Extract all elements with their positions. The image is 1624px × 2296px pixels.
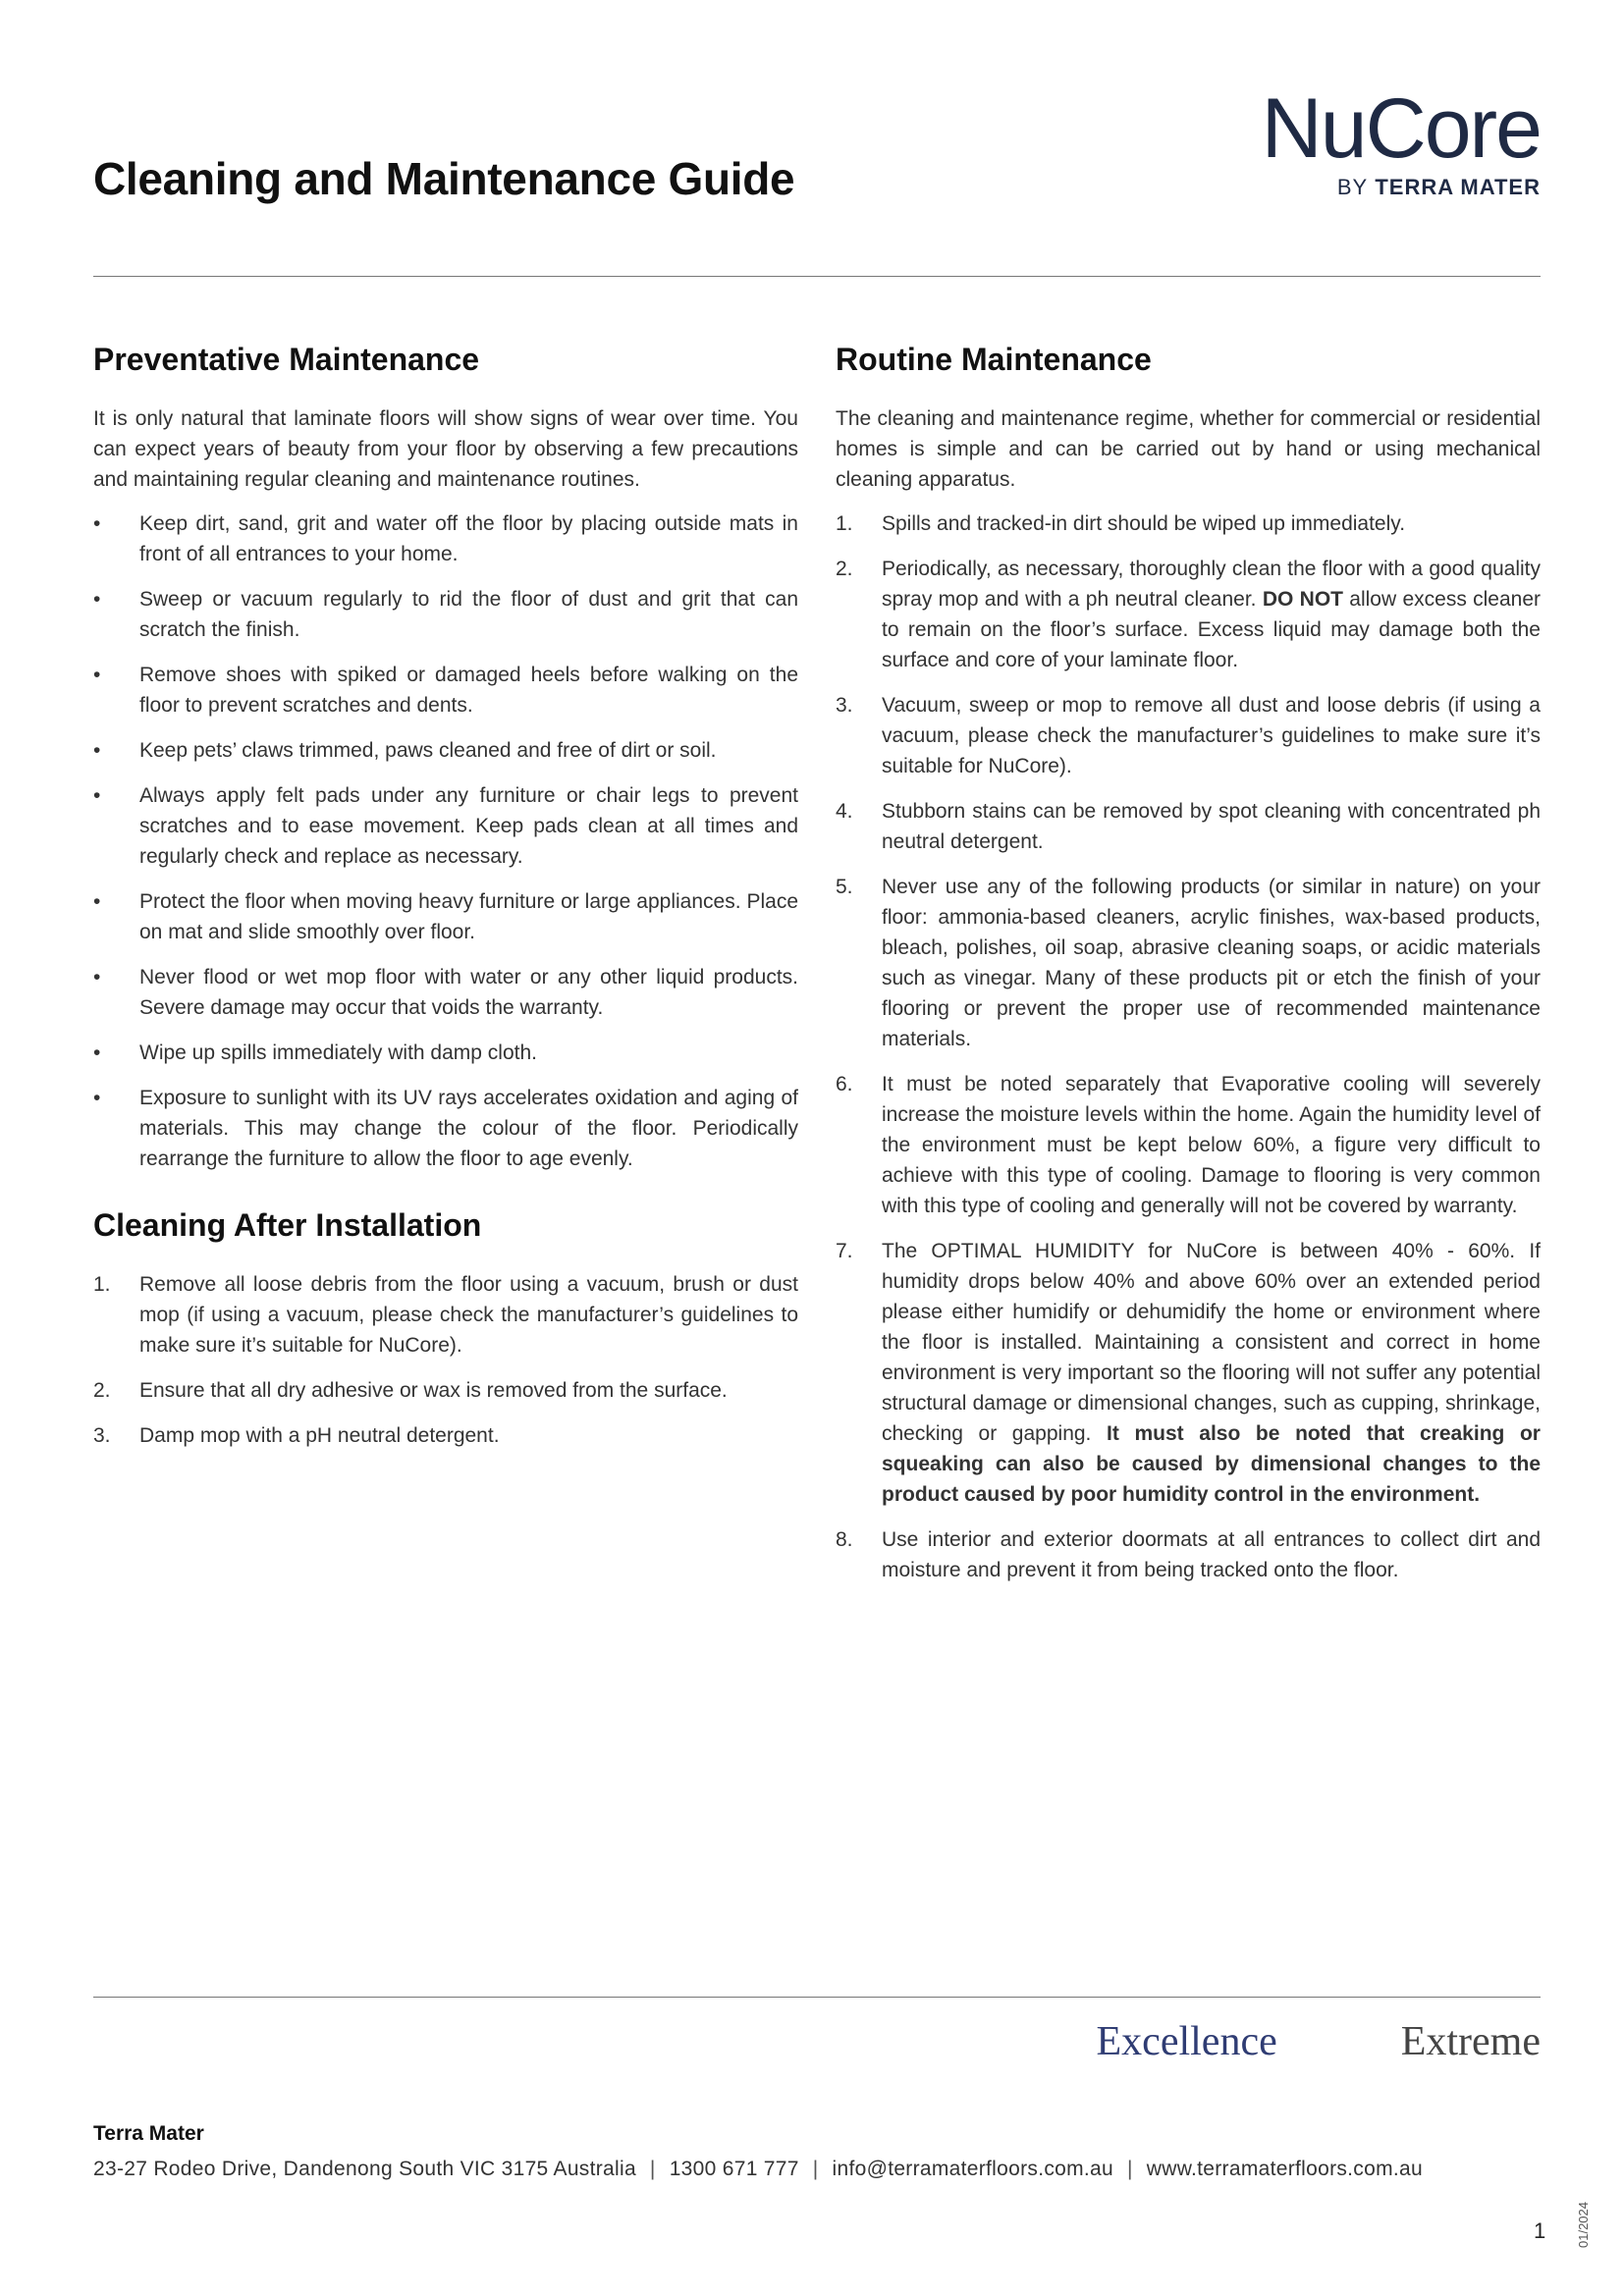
preventative-list <box>93 508 798 1174</box>
list-item-text: Spills and tracked-in dirt should be wiped up immediately. <box>882 512 1406 535</box>
document-version: 01/2024 <box>1576 2202 1591 2248</box>
bullet-mark: • <box>93 966 101 988</box>
logo-by: BY <box>1336 175 1369 199</box>
list-item <box>93 1375 798 1406</box>
footer-company: Terra Mater <box>93 2122 204 2145</box>
list-number: 7. <box>836 1240 853 1262</box>
bullet-mark: • <box>93 588 101 611</box>
list-item <box>836 1069 1541 1221</box>
footer-separator: | <box>1127 2158 1133 2180</box>
list-item-emphasis: It must also be noted that creaking or squeaking can also be caused by dimensional changes to the product caused by poor humidity control in the environment. <box>882 1422 1541 1506</box>
list-item-text: Vacuum, sweep or mop to remove all dust and loose debris (if using a vacuum, please check the manufacturer’s guidelines to make sure it’s suitable for NuCore). <box>882 694 1541 777</box>
list-item <box>836 872 1541 1054</box>
list-item <box>93 1420 798 1451</box>
footer-email: info@terramaterfloors.com.au <box>832 2158 1114 2180</box>
list-number: 6. <box>836 1073 853 1095</box>
logo-byline <box>1262 175 1541 200</box>
list-number: 8. <box>836 1528 853 1551</box>
list-item <box>836 1524 1541 1585</box>
bullet-mark: • <box>93 784 101 807</box>
list-item <box>836 690 1541 781</box>
list-item <box>93 660 798 721</box>
right-column <box>836 342 1541 1600</box>
list-item <box>93 1269 798 1361</box>
list-number: 1. <box>93 1273 111 1296</box>
logo-name: NuCore <box>1261 81 1541 176</box>
list-item-text: Stubborn stains can be removed by spot cleaning with concentrated ph neutral detergent. <box>882 800 1541 853</box>
list-item-text: Never use any of the following products (or similar in nature) on your floor: ammonia-based cleaners, acrylic finishes, wax-based products, bleach, polishes, oil soap, abrasive cleaning soaps, or acidic materials such as vinegar. Many of these products pit or etch the finish of your flooring or prevent the proper use of recommended maintenance materials. <box>882 876 1541 1050</box>
bullet-mark: • <box>93 1087 101 1109</box>
list-item <box>836 554 1541 675</box>
list-number: 3. <box>93 1424 111 1447</box>
list-item-text: Ensure that all dry adhesive or wax is removed from the surface. <box>139 1379 728 1402</box>
list-number: 2. <box>836 558 853 580</box>
list-item-text: Wipe up spills immediately with damp cloth. <box>139 1041 537 1064</box>
list-number: 4. <box>836 800 853 823</box>
list-item <box>93 962 798 1023</box>
page-number: 1 <box>1534 2218 1546 2243</box>
footer-separator: | <box>649 2158 656 2180</box>
left-column <box>93 342 798 1466</box>
list-item-text: Periodically, as necessary, thoroughly clean the floor with a good quality spray mop and with a ph neutral cleaner. <box>882 558 1541 611</box>
list-item <box>93 886 798 947</box>
nucore-logo <box>1261 81 1541 200</box>
footer-contact <box>93 2158 1423 2181</box>
list-item-text: Sweep or vacuum regularly to rid the floor of dust and grit that can scratch the finish. <box>139 588 798 641</box>
footer-address: 23-27 Rodeo Drive, Dandenong South VIC 3175 Australia <box>93 2158 636 2180</box>
brand-excellence: Excellence <box>1096 2019 1277 2064</box>
list-item <box>836 1236 1541 1510</box>
list-item-text: allow excess cleaner to remain on the floor’s surface. Excess liquid may damage both the surface and core of your laminate floor. <box>882 588 1541 671</box>
footer-website: www.terramaterfloors.com.au <box>1146 2158 1423 2180</box>
routine-list <box>836 508 1541 1585</box>
list-item-text: It must be noted separately that Evaporative cooling will severely increase the moisture levels within the home. Again the humidity level of the environment must be kept below 60%, a figure very difficult to achieve with this type of cooling. Damage to flooring is very common with this type of cooling and generally will not be covered by warranty. <box>882 1073 1541 1217</box>
list-item <box>93 584 798 645</box>
list-item-text: Always apply felt pads under any furniture or chair legs to prevent scratches and to ease movement. Keep pads clean at all times and regularly check and replace as necessary. <box>139 784 798 868</box>
after-installation-list <box>93 1269 798 1451</box>
list-item-emphasis: DO NOT <box>1262 588 1343 611</box>
preventative-intro: It is only natural that laminate floors will show signs of wear over time. You can expect years of beauty from your floor by observing a few precautions and maintaining regular cleaning and maintenance routines. <box>93 407 798 491</box>
footer-phone: 1300 671 777 <box>669 2158 799 2180</box>
list-item-text: Never flood or wet mop floor with water or any other liquid products. Severe damage may occur that voids the warranty. <box>139 966 798 1019</box>
bullet-mark: • <box>93 739 101 762</box>
list-item-text: Protect the floor when moving heavy furniture or large appliances. Place on mat and slide smoothly over floor. <box>139 890 798 943</box>
page-title: Cleaning and Maintenance Guide <box>93 153 795 204</box>
list-item-text: Keep pets’ claws trimmed, paws cleaned and free of dirt or soil. <box>139 739 717 762</box>
logo-brand: TERRA MATER <box>1375 175 1541 199</box>
list-item <box>93 508 798 569</box>
list-item <box>93 780 798 872</box>
bullet-mark: • <box>93 664 101 686</box>
list-item <box>836 796 1541 857</box>
brand-extreme: Extreme <box>1400 2019 1541 2064</box>
list-item-text: Remove all loose debris from the floor using a vacuum, brush or dust mop (if using a vacuum, please check the manufacturer’s guidelines to make sure it’s suitable for NuCore). <box>139 1273 798 1357</box>
list-item-text: The OPTIMAL HUMIDITY for NuCore is between 40% - 60%. If humidity drops below 40% and above 60% over an extended period please either humidify or dehumidify the home or environment where the floor is installed. Maintaining a consistent and correct in home environment is very important so the flooring will not suffer any potential structural damage or dimensional changes, such as cupping, shrinkage, checking or gapping. <box>882 1240 1541 1445</box>
bullet-mark: • <box>93 890 101 913</box>
bullet-mark: • <box>93 1041 101 1064</box>
list-item <box>836 508 1541 539</box>
list-item <box>93 1038 798 1068</box>
list-number: 3. <box>836 694 853 717</box>
list-item-text: Damp mop with a pH neutral detergent. <box>139 1424 500 1447</box>
list-number: 1. <box>836 512 853 535</box>
routine-intro: The cleaning and maintenance regime, whether for commercial or residential homes is simple and can be carried out by hand or using mechanical cleaning apparatus. <box>836 407 1541 491</box>
list-item <box>93 735 798 766</box>
list-number: 2. <box>93 1379 111 1402</box>
footer-separator: | <box>812 2158 819 2180</box>
preventative-heading: Preventative Maintenance <box>93 342 480 377</box>
list-item-text: Use interior and exterior doormats at all entrances to collect dirt and moisture and prevent it from being tracked onto the floor. <box>882 1528 1541 1581</box>
list-item-text: Exposure to sunlight with its UV rays accelerates oxidation and aging of materials. This may change the colour of the floor. Periodically rearrange the furniture to allow the floor to age evenly. <box>139 1087 798 1170</box>
header-divider <box>93 276 1541 277</box>
routine-heading: Routine Maintenance <box>836 342 1152 377</box>
after-installation-heading: Cleaning After Installation <box>93 1207 482 1243</box>
list-item-text: Keep dirt, sand, grit and water off the floor by placing outside mats in front of all entrances to your home. <box>139 512 798 565</box>
footer-divider <box>93 1997 1541 1998</box>
bullet-mark: • <box>93 512 101 535</box>
list-item-text: Remove shoes with spiked or damaged heels before walking on the floor to prevent scratches and dents. <box>139 664 798 717</box>
list-number: 5. <box>836 876 853 898</box>
brand-names <box>973 2018 1541 2065</box>
list-item <box>93 1083 798 1174</box>
